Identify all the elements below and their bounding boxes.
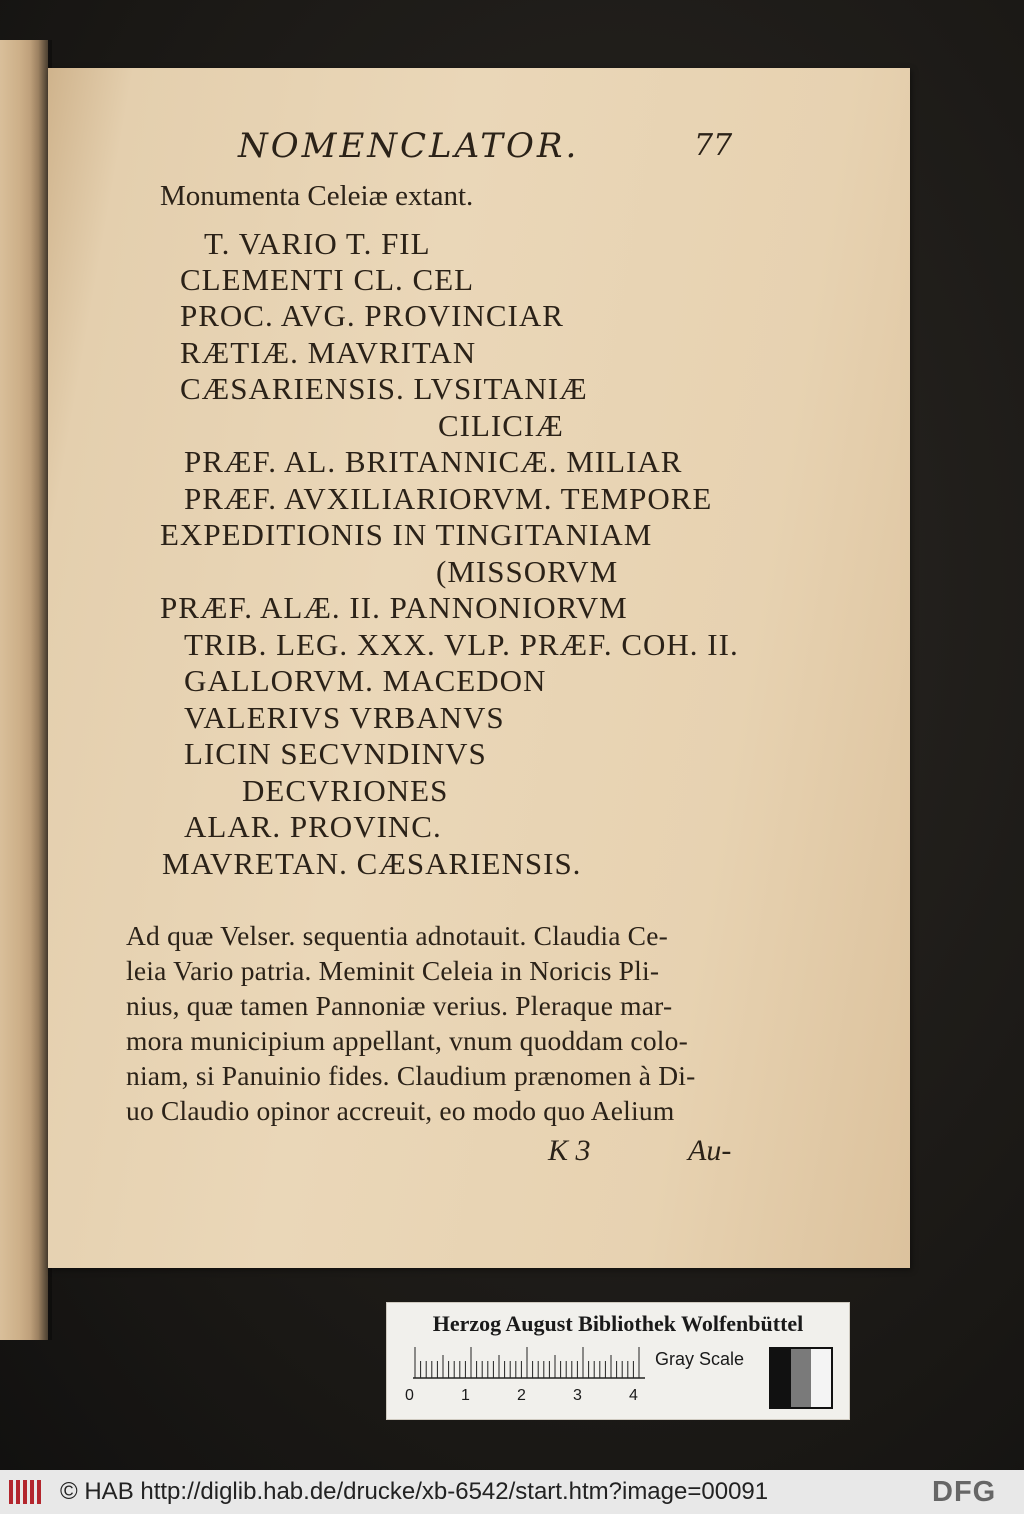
gray-swatch-light (811, 1349, 831, 1407)
prose-line: mora municipium appellant, vnum quoddam colo- (126, 1025, 688, 1056)
ruler-number: 2 (517, 1387, 526, 1404)
inscription-line: DECVRIONES (242, 773, 449, 808)
inscription-line: T. VARIO T. FIL (204, 226, 431, 261)
inscription-line: GALLORVM. MACEDON (184, 663, 547, 698)
ruler-number: 1 (461, 1387, 470, 1404)
catchword: Au- (688, 1134, 732, 1167)
signature-mark: K 3 (548, 1134, 591, 1167)
library-label-card (386, 1302, 850, 1420)
inscription-caption: Monumenta Celeiæ extant. (160, 180, 474, 212)
inscription-line: CILICIÆ (438, 408, 564, 443)
gray-scale-label: Gray Scale (655, 1349, 745, 1369)
gray-swatch-dark (771, 1349, 791, 1407)
copyright-url[interactable]: © HAB http://diglib.hab.de/drucke/xb-6542/start.htm?image=00091 (60, 1478, 769, 1505)
prose-line: Ad quæ Velser. sequentia adnotauit. Claudia Ce- (126, 920, 668, 951)
inscription-line: PRÆF. AL. BRITANNICÆ. MILIAR (184, 444, 683, 479)
hab-logo-icon (8, 1478, 42, 1506)
ruler-numbers (405, 1387, 665, 1411)
inscription-line: RÆTIÆ. MAVRITAN (180, 335, 477, 370)
running-header: NOMENCLATOR. (238, 126, 580, 166)
book-page (48, 68, 910, 1268)
inscription-line: VALERIVS VRBANVS (184, 700, 505, 735)
inscription-line: PRÆF. AVXILIARIORVM. TEMPORE (184, 481, 713, 516)
inscription-line: ALAR. PROVINC. (184, 809, 442, 844)
library-name: Herzog August Bibliothek Wolfenbüttel (432, 1311, 804, 1336)
inscription-line: PROC. AVG. PROVINCIAR (180, 298, 564, 333)
inscription-line: (MISSORVM (436, 554, 619, 589)
inscription-line: CÆSARIENSIS. LVSITANIÆ (180, 371, 588, 406)
prose-line: leia Vario patria. Meminit Celeia in Noricis Pli- (126, 955, 660, 986)
ruler-number: 4 (629, 1387, 638, 1404)
footer-bar (0, 1470, 1024, 1514)
gray-swatch-mid (791, 1349, 811, 1407)
page-number: 77 (694, 128, 733, 163)
inscription-line: PRÆF. ALÆ. II. PANNONIORVM (160, 590, 628, 625)
prose-line: nius, quæ tamen Pannoniæ verius. Pleraque mar- (126, 990, 673, 1021)
ruler-number: 3 (573, 1387, 582, 1404)
inscription-line: EXPEDITIONIS IN TINGITANIAM (160, 517, 653, 552)
gray-scale-swatches (769, 1347, 833, 1409)
ruler-scale (413, 1347, 645, 1379)
prose-line: niam, si Panuinio fides. Claudium prænomen à Di- (126, 1060, 696, 1091)
inscription-line: LICIN SECVNDINVS (184, 736, 487, 771)
prose-line: uo Claudio opinor accreuit, eo modo quo Aelium (126, 1095, 675, 1126)
dfg-logo: DFG (932, 1476, 997, 1508)
inscription-line: TRIB. LEG. XXX. VLP. PRÆF. COH. II. (184, 627, 739, 662)
ruler-number: 0 (405, 1387, 414, 1404)
inscription-line: MAVRETAN. CÆSARIENSIS. (162, 846, 582, 881)
inscription-line: CLEMENTI CL. CEL (180, 262, 475, 297)
